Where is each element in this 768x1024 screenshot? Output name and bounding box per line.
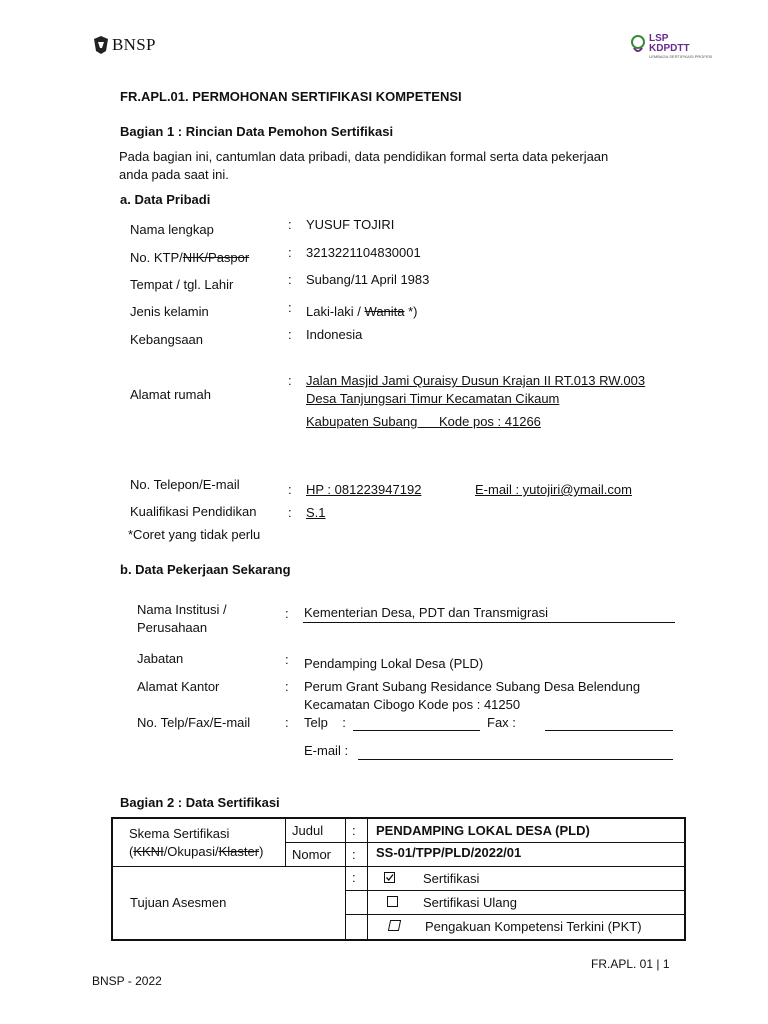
jk-value-a: Laki-laki / <box>306 304 365 319</box>
telp-email-value: E-mail : yutojiri@ymail.com <box>475 482 632 497</box>
nomor-label: Nomor <box>292 847 332 862</box>
skema-paren-close: ) <box>259 844 264 859</box>
footer-page-ref <box>591 957 670 971</box>
part1-intro-line1: Pada bagian ini, cantumlan data pribadi, data pendidikan formal serta data pekerjaan <box>119 149 609 164</box>
bnsp-logo-text: BNSP <box>112 35 156 54</box>
table-hline-3 <box>345 890 684 891</box>
ttl-value: Subang/11 April 1983 <box>306 272 430 287</box>
ktp-label <box>130 250 249 265</box>
nama-value: YUSUF TOJIRI <box>306 217 395 232</box>
section-a-heading: a. Data Pribadi <box>120 192 211 207</box>
kebangsaan-label: Kebangsaan <box>130 332 204 347</box>
lsp-kdpdtt-logo <box>630 34 712 59</box>
telp-colon: : <box>288 482 292 497</box>
jk-label: Jenis kelamin <box>130 304 209 319</box>
table-hline-4 <box>345 914 684 915</box>
bnsp-emblem-icon <box>92 35 110 55</box>
option-sertifikasi-label: Sertifikasi <box>423 871 480 886</box>
strike-note: *Coret yang tidak perlu <box>128 527 261 542</box>
part1-heading: Bagian 1 : Rincian Data Pemohon Sertifikasi <box>120 124 394 139</box>
part1-intro-line2: anda pada saat ini. <box>119 167 229 182</box>
nomor-colon: : <box>352 847 356 862</box>
skema-paren-open: ( <box>129 844 134 859</box>
table-vline-2 <box>345 819 346 939</box>
nomor-value: SS-01/TPP/PLD/2022/01 <box>376 845 522 860</box>
kontak-colon: : <box>285 715 289 730</box>
email-field-underline <box>358 759 673 760</box>
ttl-label: Tempat / tgl. Lahir <box>130 277 234 292</box>
judul-value: PENDAMPING LOKAL DESA (PLD) <box>376 823 590 838</box>
skema-okupasi: /Okupasi/ <box>163 844 219 859</box>
jk-value-b-struck: Wanita <box>364 304 405 319</box>
kantor-colon: : <box>285 679 289 694</box>
jk-colon: : <box>288 300 292 315</box>
table-vline-1 <box>285 819 286 866</box>
alamat-line1: Jalan Masjid Jami Quraisy Dusun Krajan II RT.013 RW.003 <box>306 373 646 388</box>
tujuan-colon: : <box>352 870 356 885</box>
telp-field-underline <box>353 730 480 731</box>
jk-value <box>306 304 418 319</box>
skema-klaster-struck: Klaster <box>218 844 260 859</box>
skema-label-line2 <box>129 844 263 859</box>
skema-kkni-struck: KKNI <box>133 844 164 859</box>
fax-field-label: Fax : <box>487 715 516 730</box>
alamat-line2: Desa Tanjungsari Timur Kecamatan Cikaum <box>306 391 560 406</box>
institusi-label-line1: Nama Institusi / <box>137 602 227 617</box>
footer-left-text: BNSP - 2022 <box>92 974 162 988</box>
footer-form-code: FR.APL. 01 <box>591 957 654 971</box>
pendidikan-colon: : <box>288 505 292 520</box>
telp-label: No. Telepon/E-mail <box>130 477 240 492</box>
jk-value-c: *) <box>404 304 418 319</box>
part2-heading: Bagian 2 : Data Sertifikasi <box>120 795 280 810</box>
lsp-logo-line1: LSP <box>649 33 669 44</box>
option-pkt-checkbox[interactable] <box>388 920 401 931</box>
ttl-colon: : <box>288 272 292 287</box>
institusi-label-line2: Perusahaan <box>137 620 208 635</box>
jabatan-value: Pendamping Lokal Desa (PLD) <box>304 656 484 671</box>
alamat-label: Alamat rumah <box>130 387 211 402</box>
option-sertifikasi-ulang-label: Sertifikasi Ulang <box>423 895 517 910</box>
checkmark-icon <box>385 873 394 882</box>
judul-colon: : <box>352 823 356 838</box>
telp-hp-value: HP : 081223947192 <box>306 482 422 497</box>
footer-page-number: 1 <box>662 957 670 971</box>
institusi-value: Kementerian Desa, PDT dan Transmigrasi <box>304 605 548 620</box>
fax-field-underline <box>545 730 673 731</box>
lsp-emblem-icon <box>630 34 646 54</box>
footer-separator: | <box>656 957 660 971</box>
kebangsaan-colon: : <box>288 327 292 342</box>
email-field-label: E-mail : <box>304 743 349 758</box>
alamat-colon: : <box>288 373 292 388</box>
jabatan-label: Jabatan <box>137 651 184 666</box>
ktp-label-a: No. KTP/ <box>130 250 183 265</box>
nama-colon: : <box>288 217 292 232</box>
ktp-value: 3213221104830001 <box>306 245 421 260</box>
nama-label: Nama lengkap <box>130 222 214 237</box>
institusi-colon: : <box>285 606 289 621</box>
lsp-logo-line3: LEMBAGA SERTIFIKASI PROFESI <box>649 54 713 59</box>
skema-label-line1: Skema Sertifikasi <box>129 826 230 841</box>
pendidikan-label: Kualifikasi Pendidikan <box>130 504 257 519</box>
pendidikan-value: S.1 <box>306 505 326 520</box>
bnsp-logo <box>92 35 156 55</box>
kantor-line1: Perum Grant Subang Residance Subang Desa Belendung <box>304 679 641 694</box>
kontak-label: No. Telp/Fax/E-mail <box>137 715 251 730</box>
jabatan-colon: : <box>285 652 289 667</box>
kantor-label: Alamat Kantor <box>137 679 220 694</box>
section-b-heading: b. Data Pekerjaan Sekarang <box>120 562 291 577</box>
table-hline-2 <box>113 866 684 867</box>
judul-label: Judul <box>292 823 324 838</box>
kantor-line2: Kecamatan Cibogo Kode pos : 41250 <box>304 697 521 712</box>
option-pkt-label: Pengakuan Kompetensi Terkini (PKT) <box>425 919 642 934</box>
ktp-colon: : <box>288 245 292 260</box>
alamat-line3: Kabupaten Subang Kode pos : 41266 <box>306 414 541 429</box>
table-vline-3 <box>367 819 368 939</box>
institusi-underline <box>303 622 675 623</box>
tujuan-label: Tujuan Asesmen <box>130 895 227 910</box>
document-title: FR.APL.01. PERMOHONAN SERTIFIKASI KOMPETENSI <box>120 89 462 104</box>
telp-field-label: Telp : <box>304 715 346 730</box>
option-sertifikasi-ulang-checkbox[interactable] <box>387 896 398 907</box>
option-sertifikasi-checkbox[interactable] <box>384 872 395 883</box>
ktp-label-b-struck: NIK/Paspor <box>182 250 250 265</box>
kebangsaan-value: Indonesia <box>306 327 363 342</box>
lsp-logo-line2: KDPDTT <box>649 43 690 54</box>
